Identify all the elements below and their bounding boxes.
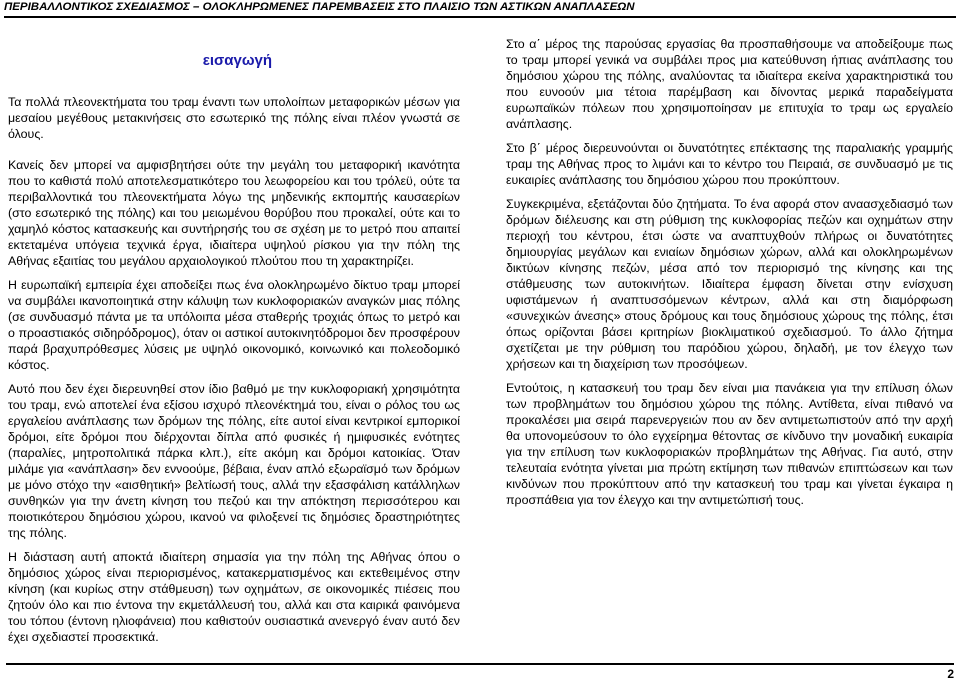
paragraph: Εντούτοις, η κατασκευή του τραμ δεν είναι μια πανάκεια για την επίλυση όλων των προβλημάτων του δημόσιου χώρου της πόλης. Αντίθετα, είναι πιθανό να προκαλέσει μια σειρά παρενεργειών που αν δεν αντιμετωπιστούν από την αρχή θα υπονομεύσουν το όλο εγχείρημα θέτοντας σε κίνδυνο την μοναδική ευκαιρία για την επίλυση των κυκλοφοριακών προβλημάτων της Αθήνας. Για αυτό, στην τελευταία ενότητα γίνεται μια πρώτη εκτίμηση των πιθανών επιπτώσεων και των κινδύνων που προκύπτουν από την κατασκευή του τραμ και γίνεται έγκαιρα η προσπάθεια για τον έλεγχο και την αντιμετώπισή τους. bbox=[506, 381, 953, 507]
page-footer bbox=[6, 663, 954, 681]
paragraph: Στο β΄ μέρος διερευνούνται οι δυνατότητες επέκτασης της παραλιακής γραμμής τραμ της Αθήνας προς το λιμάνι και το κέντρο του Πειραιά, σε συνδυασμό με τις ευκαιρίες ανάπλασης του δημόσιου χώρου που προκύπτουν. bbox=[506, 141, 953, 187]
right-column bbox=[506, 36, 953, 516]
page-number: 2 bbox=[947, 667, 954, 681]
paragraph: Τα πολλά πλεονεκτήματα του τραμ έναντι των υπολοίπων μεταφορικών μέσων για μεσαίου μεγέθους μετακινήσεις στο εσωτερικό της πόλης είναι πλέον γνωστά σε όλους. bbox=[8, 95, 460, 141]
paragraph: Στο α΄ μέρος της παρούσας εργασίας θα προσπαθήσουμε να αποδείξουμε πως το τραμ μπορεί γενικά να συμβάλει προς μια κατεύθυνση ήπιας ανάπλασης του δημόσιου χώρου της πόλης, αναλύοντας τα ιδιαίτερα εκείνα χαρακτηριστικά του που ευνοούν μια τέτοια παρέμβαση και δίνοντας μερικά παραδείγματα ευρωπαϊκών πόλεων που χρησιμοποίησαν με επιτυχία το τραμ ως εργαλείο ανάπλασης. bbox=[506, 37, 953, 131]
section-title: εισαγωγή bbox=[202, 52, 272, 69]
left-column bbox=[8, 30, 460, 653]
header-divider bbox=[4, 16, 956, 18]
running-header: ΠΕΡΙΒΑΛΛΟΝΤΙΚΟΣ ΣΧΕΔΙΑΣΜΟΣ – ΟΛΟΚΛΗΡΩΜΕΝΕΣ ΠΑΡΕΜΒΑΣΕΙΣ ΣΤΟ ΠΛΑΙΣΙΟ ΤΩΝ ΑΣΤΙΚΩΝ ΑΝΑΠΛΑΣΕΩΝ bbox=[4, 1, 635, 13]
paragraph: Κανείς δεν μπορεί να αμφισβητήσει ούτε την μεγάλη του μεταφορική ικανότητα που το καθιστά πολύ αποτελεσματικότερο του λεωφορείου και του τρόλεϋ, ούτε τα περιβαλλοντικά του πλεονεκτήματα λόγω της μηδενικής εκπομπής καυσαερίων (στο εσωτερικό της πόλης) και του μειωμένου θορύβου που προκαλεί, ούτε και το χαμηλό κόστος κατασκευής και συντήρησής του σε σχέση με το μετρό που απαιτεί εκτεταμένα υπόγεια τεχνικά έργα, ιδιαίτερα υψηλού ρίσκου για την πόλη της Αθήνας εξαιτίας του μεγάλου αρχαιολογικού πλούτου που τη χαρακτηρίζει. bbox=[8, 158, 460, 268]
paragraph: Αυτό που δεν έχει διερευνηθεί στον ίδιο βαθμό με την κυκλοφοριακή χρησιμότητα του τραμ, ενώ αποτελεί ένα εξίσου ισχυρό πλεονέκτημά του, είναι ο ρόλος του ως εργαλείου ανάπλασης των δρόμων της πόλης, είτε αυτοί είναι κεντρικοί εμπορικοί δρόμοι, είτε δρόμοι που διέρχονται δίπλα από φυσικές ή ημιφυσικές ενότητες (παραλίες, μητροπολιτικά πάρκα κλπ.), είτε ακόμη και δρόμοι κατοικίας. Όταν μιλάμε για «ανάπλαση» δεν εννοούμε, βέβαια, έναν απλό εξωραϊσμό των δρόμων με μόνο στόχο την «αισθητική» βελτίωσή τους, αλλά την εξασφάλιση κατάλληλων συνθηκών για την άνετη κίνηση του πεζού και την απόκτηση περισσότερου και ποιοτικότερου δημόσιου χώρου, ικανού να φιλοξενεί τις δημόσιες δραστηριότητες της πόλης. bbox=[8, 382, 460, 540]
paragraph: Συγκεκριμένα, εξετάζονται δύο ζητήματα. Το ένα αφορά στον αναασχεδιασμό των δρόμων διέλευσης και στη ρύθμιση της κυκλοφορίας πεζών και οχημάτων στην περιοχή του κέντρου, έτσι ώστε να αναπτυχθούν πλήρως οι δυνατότητες δημιουργίας μεγάλων και ενιαίων δημόσιων χώρων, αλλά και ολοκληρωμένων δικτύων κίνησης πεζών, μέσα από τον περιορισμό της κίνησης και της στάθμευσης των αυτοκινήτων. Ιδιαίτερα έμφαση δίνεται στην ενίσχυση υφιστάμενων ή αναπτυσσόμενων κέντρων, αλλά και στη διαμόρφωση «συνεχικών άνεσης» στους δρόμους και τους δημόσιους χώρους της πόλης, έτσι όπως ορίζονται βάσει κριτηρίων βιοκλιματικού σχεδιασμού. Το άλλο ζήτημα σχετίζεται με την ρύθμιση του παρόδιου χώρου, δηλαδή, με τον έλεγχο των χρήσεων και τη διαχείριση των προσόψεων. bbox=[506, 197, 953, 371]
paragraph: Η διάσταση αυτή αποκτά ιδιαίτερη σημασία για την πόλη της Αθήνας όπου ο δημόσιος χώρος είναι περιορισμένος, κατακερματισμένος και εκτεθειμένος στην κίνηση (και κυρίως στην στάθμευση) των οχημάτων, σε οικονομικές πιέσεις που ζητούν όλο και πιο έντονα την εκμετάλλευσή του, αλλά και στα καιρικά φαινόμενα του τόπου (έντονη ηλιοφάνεια) που καθιστούν ουσιαστικά ανενεργό έναν αυτό δεν έχει σχεδιαστεί προσεκτικά. bbox=[8, 550, 460, 644]
paragraph: Η ευρωπαϊκή εμπειρία έχει αποδείξει πως ένα ολοκληρωμένο δίκτυο τραμ μπορεί να συμβάλει ικανοποιητικά στην κάλυψη των κυκλοφοριακών αναγκών μιας πόλης (σε συνδυασμό πάντα με τα υπόλοιπα μέσα σταθερής τροχιάς όπως το μετρό και ο προαστιακός σιδηρόδρομος), όταν οι αστικοί αυτοκινητόδρομοι δεν προσφέρουν παρά βραχυπρόθεσμες λύσεις με υψηλό οικονομικό, κοινωνικό και πολεοδομικό κόστος. bbox=[8, 278, 460, 372]
